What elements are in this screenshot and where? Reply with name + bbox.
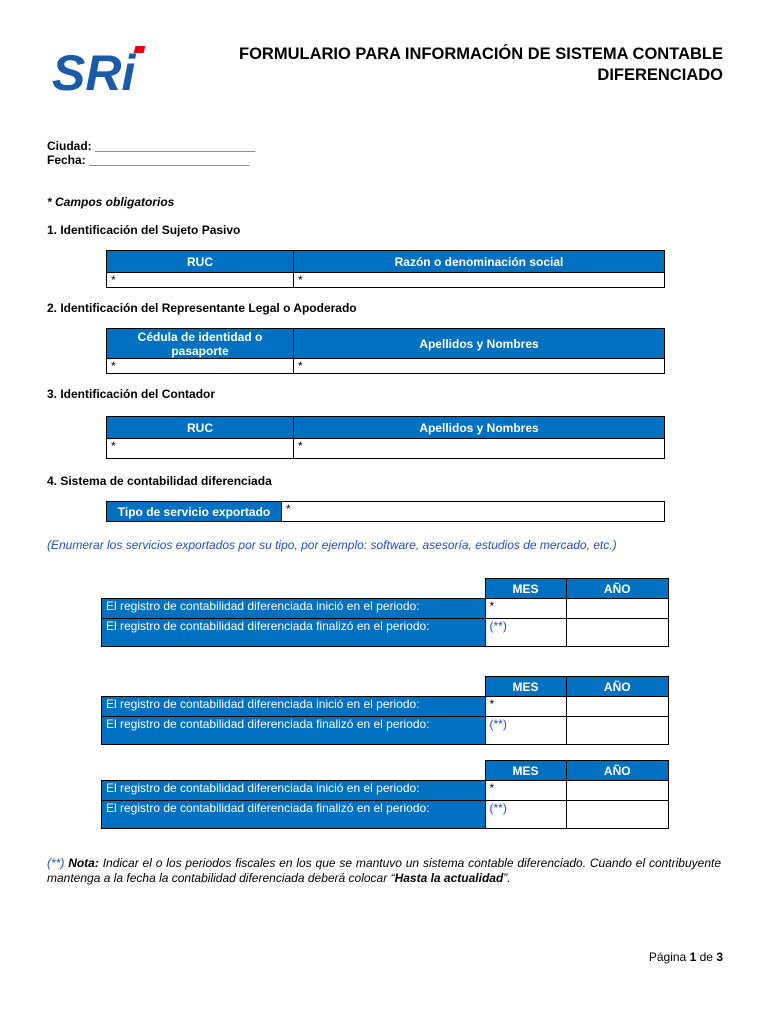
mes-header: MES [485, 677, 566, 697]
mes-header: MES [485, 761, 566, 781]
representante-table [106, 328, 665, 374]
apellidos-nombres-header: Apellidos y Nombres [294, 329, 665, 359]
fin-mes-input[interactable]: (**) [485, 717, 566, 745]
required-note: * Campos obligatorios [47, 195, 175, 209]
fin-label: El registro de contabilidad diferenciada finalizó en el periodo: [102, 619, 486, 647]
section-2-heading: 2. Identificación del Representante Legal o Apoderado [47, 301, 357, 315]
contador-table [106, 416, 665, 459]
fin-mes-input[interactable]: (**) [485, 619, 566, 647]
anio-header: AÑO [566, 677, 669, 697]
razon-social-header: Razón o denominación social [294, 251, 665, 273]
section-1-heading: 1. Identificación del Sujeto Pasivo [47, 223, 241, 237]
inicio-anio-input[interactable] [566, 697, 669, 717]
ciudad-field[interactable]: Ciudad: ________________________ [47, 139, 256, 153]
inicio-anio-input[interactable] [566, 781, 669, 801]
page-number: Página 1 de 3 [648, 950, 723, 964]
fin-anio-input[interactable] [566, 717, 669, 745]
logo-accent-mark [134, 46, 146, 53]
section-4-heading: 4. Sistema de contabilidad diferenciada [47, 474, 272, 488]
sri-logo [52, 44, 150, 96]
fin-mes-input[interactable]: (**) [485, 801, 566, 829]
contador-ruc-input[interactable]: * [107, 439, 294, 459]
ruc-input[interactable]: * [107, 273, 294, 288]
contador-nombres-input[interactable]: * [294, 439, 665, 459]
servicio-table [106, 501, 665, 522]
inicio-label: El registro de contabilidad diferenciada inició en el periodo: [102, 781, 486, 801]
ruc-header: RUC [107, 251, 294, 273]
representante-nombres-input[interactable]: * [294, 359, 665, 374]
inicio-mes-input[interactable]: * [485, 697, 566, 717]
fin-anio-input[interactable] [566, 619, 669, 647]
inicio-mes-input[interactable]: * [485, 781, 566, 801]
period-table [101, 578, 669, 647]
sujeto-pasivo-table [106, 250, 665, 288]
fecha-field[interactable]: Fecha: ________________________ [47, 153, 250, 167]
contador-nombres-header: Apellidos y Nombres [294, 417, 665, 439]
footnote: (**) Nota: Indicar el o los periodos fiscales en los que se mantuvo un sistema contable diferenciado. Cuando el contribuyente mantenga a la fecha la contabilidad diferenciada deberá colocar “Hasta la actualidad”. [47, 856, 721, 885]
fin-label: El registro de contabilidad diferenciada finalizó en el periodo: [102, 801, 486, 829]
fin-anio-input[interactable] [566, 801, 669, 829]
tipo-servicio-input[interactable]: * [282, 502, 665, 522]
inicio-label: El registro de contabilidad diferenciada inició en el periodo: [102, 599, 486, 619]
mes-header: MES [485, 579, 566, 599]
logo-text: SRi [52, 45, 136, 96]
section-3-heading: 3. Identificación del Contador [47, 387, 216, 401]
anio-header: AÑO [566, 579, 669, 599]
page-title: FORMULARIO PARA INFORMACIÓN DE SISTEMA CONTABLE DIFERENCIADO [239, 45, 723, 84]
period-table [101, 676, 669, 745]
tipo-servicio-label: Tipo de servicio exportado [107, 502, 282, 522]
cedula-header: Cédula de identidad o pasaporte [107, 329, 294, 359]
cedula-input[interactable]: * [107, 359, 294, 374]
inicio-mes-input[interactable]: * [485, 599, 566, 619]
contador-ruc-header: RUC [107, 417, 294, 439]
inicio-label: El registro de contabilidad diferenciada inició en el periodo: [102, 697, 486, 717]
service-hint: (Enumerar los servicios exportados por su tipo, por ejemplo: software, asesoría, estudios de mercado, etc.) [47, 538, 617, 552]
anio-header: AÑO [566, 761, 669, 781]
period-table [101, 760, 669, 829]
razon-social-input[interactable]: * [294, 273, 665, 288]
inicio-anio-input[interactable] [566, 599, 669, 619]
fin-label: El registro de contabilidad diferenciada finalizó en el periodo: [102, 717, 486, 745]
